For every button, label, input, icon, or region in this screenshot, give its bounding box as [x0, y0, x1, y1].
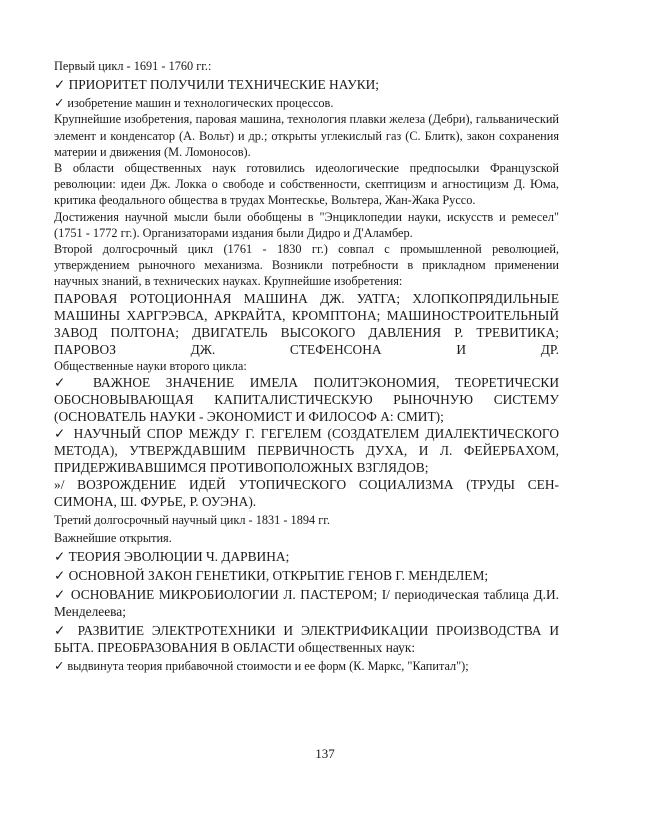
document-body	[54, 58, 559, 674]
paragraph: Общественные науки второго цикла:	[54, 358, 247, 373]
paragraph: ✓ НАУЧНЫЙ СПОР МЕЖДУ Г. ГЕГЕЛЕМ (СОЗДАТЕЛЕМ ДИАЛЕКТИЧЕСКОГО МЕТОДА), УТВЕРЖДАВШИМ ПЕРВИЧНОСТЬ ДУХА, И Л. ФЕЙЕРБАХОМ, ПРИДЕРЖИВАВШИМСЯ ПРОТИВОПОЛОЖНЫХ ВЗГЛЯДОВ;	[54, 425, 559, 475]
paragraph: Второй долгосрочный цикл (1761 - 1830 гг.) совпал с промышленной революцией, утверждением рыночного механизма. Возникли потребности в прикладном применении научных знаний, в технических науках. Крупнейшие изобретения:	[54, 242, 559, 289]
paragraph: »/ ВОЗРОЖДЕНИЕ ИДЕЙ УТОПИЧЕСКОГО СОЦИАЛИЗМА (ТРУДЫ СЕН-СИМОНА, Ш. ФУРЬЕ, Р. ОУЭНА).	[54, 476, 559, 509]
paragraph: ✓ выдвинута теория прибавочной стоимости и ее форм (К. Маркс, "Капитал");	[54, 659, 469, 674]
paragraph: ✓ ОСНОВАНИЕ МИКРОБИОЛОГИИ Л. ПАСТЕРОМ; I/ периодическая таблица Д.И. Менделеева;	[54, 587, 559, 620]
paragraph: Третий долгосрочный научный цикл - 1831 - 1894 гг.	[54, 512, 330, 527]
paragraph: В области общественных наук готовились идеологические предпосылки Французской революции: идеи Дж. Локка о свободе и собственности, скептицизм и агностицизм Д. Юма, критика феодального общества в трудах Монтескье, Вольтера, Жан-Жака Руссо.	[54, 161, 559, 208]
paragraph: Важнейшие открытия.	[54, 531, 172, 546]
paragraph: ✓ изобретение машин и технологических процессов.	[54, 96, 334, 111]
paragraph: Первый цикл - 1691 - 1760 гг.:	[54, 59, 212, 73]
paragraph: ✓ ПРИОРИТЕТ ПОЛУЧИЛИ ТЕХНИЧЕСКИЕ НАУКИ;	[54, 77, 380, 93]
paragraph: ✓ ОСНОВНОЙ ЗАКОН ГЕНЕТИКИ, ОТКРЫТИЕ ГЕНОВ Г. МЕНДЕЛЕМ;	[54, 568, 489, 584]
paragraph: ✓ ТЕОРИЯ ЭВОЛЮЦИИ Ч. ДАРВИНА;	[54, 549, 290, 565]
paragraph: ПАРОВАЯ РОТОЦИОННАЯ МАШИНА ДЖ. УАТГА; ХЛОПКОПРЯДИЛЬНЫЕ МАШИНЫ ХАРГРЭВСА, АРКРАЙТА, КРОМПТОНА; МАШИНОСТРОИТЕЛЬНЫЙ ЗАВОД ПОЛТОНА; ДВИГАТЕЛЬ ВЫСОКОГО ДАВЛЕНИЯ Р. ТРЕВИТИКА; ПАРОВОЗ ДЖ. СТЕФЕНСОНА И ДР.	[54, 290, 559, 357]
paragraph: ✓ ВАЖНОЕ ЗНАЧЕНИЕ ИМЕЛА ПОЛИТЭКОНОМИЯ, ТЕОРЕТИЧЕСКИ ОБОСНОВЫВАЮЩАЯ КАПИТАЛИСТИЧЕСКУЮ РЫНОЧНУЮ СИСТЕМУ (ОСНОВАТЕЛЬ НАУКИ - ЭКОНОМИСТ И ФИЛОСОФ А: СМИТ);	[54, 374, 559, 424]
paragraph: Достижения научной мысли были обобщены в "Энциклопедии науки, искусств и ремесел" (1751 - 1772 гг.). Организаторами издания были Дидро и Д'Аламбер.	[54, 209, 559, 240]
page-number: 137	[315, 746, 335, 761]
paragraph: ✓ РАЗВИТИЕ ЭЛЕКТРОТЕХНИКИ И ЭЛЕКТРИФИКАЦИИ ПРОИЗВОДСТВА И БЫТА. ПРЕОБРАЗОВАНИЯ В ОБЛАСТИ общественных наук:	[54, 623, 559, 656]
paragraph: Крупнейшие изобретения, паровая машина, технология плавки железа (Дебри), гальванический элемент и конденсатор (А. Вольт) и др.; открыты углекислый газ (С. Блитк), закон сохранения материи и движения (М. Ломоносов).	[54, 112, 559, 159]
